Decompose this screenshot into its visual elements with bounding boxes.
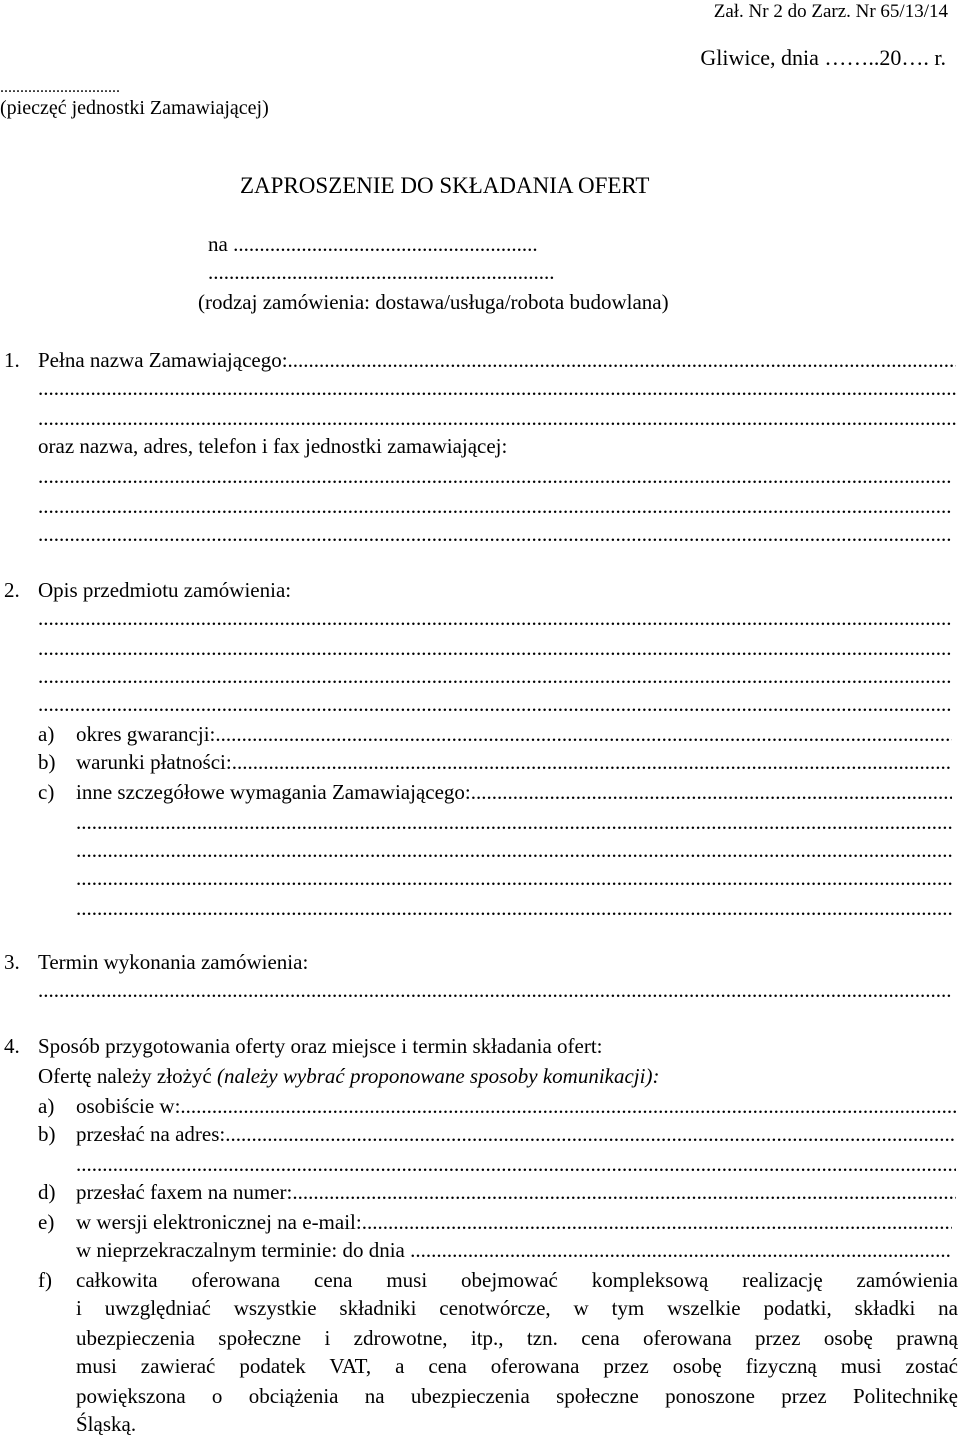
item-letter: e)	[38, 1210, 55, 1234]
section-1-row-2	[38, 432, 952, 460]
section-2-item-b	[38, 748, 952, 776]
offer-intro-row	[38, 1062, 956, 1090]
deadline-label: w nieprzekraczalnym terminie: do dnia	[76, 1238, 405, 1262]
fill-line	[38, 604, 952, 632]
item-letter: b)	[38, 750, 56, 774]
section-2-item-a	[38, 720, 952, 748]
subject-na: na	[208, 232, 228, 256]
section-4-item-d	[38, 1178, 956, 1206]
fill-line	[38, 492, 952, 520]
fill-line	[38, 976, 952, 1004]
item-f-line: musi zawierać podatek VAT, a cena oferowana przez osobę fizyczną musi zostać	[76, 1354, 958, 1378]
fill-line	[38, 662, 952, 690]
fill-line	[76, 864, 952, 892]
fill-line	[38, 462, 952, 490]
fill-line	[76, 894, 952, 922]
order-type-note: (rodzaj zamówienia: dostawa/usługa/robota budowlana)	[198, 290, 669, 314]
section-1-label: Pełna nazwa Zamawiającego:	[38, 348, 288, 372]
fill-line	[76, 808, 952, 836]
stamp-placeholder: ..............................	[0, 79, 120, 96]
fill-line	[38, 634, 952, 662]
item-letter: d)	[38, 1180, 56, 1204]
item-f-line: ubezpieczenia społeczne i zdrowotne, itp., tzn. cena oferowana przez osobę prawną	[76, 1326, 958, 1350]
offer-note: (należy wybrać proponowane sposoby komunikacji):	[216, 1064, 660, 1088]
fill-dots	[288, 346, 956, 374]
subject-line	[208, 230, 538, 258]
fill-line	[76, 1150, 956, 1178]
item-letter: a)	[38, 722, 55, 746]
item-label: osobiście w:	[76, 1094, 181, 1118]
subject-dots-2: ..................................................................	[208, 260, 555, 284]
section-4-item-a	[38, 1092, 956, 1120]
section-1-number: 1.	[4, 348, 20, 372]
section-2-row	[38, 576, 952, 604]
section-4-item-e	[38, 1208, 952, 1236]
fill-line	[38, 404, 956, 432]
section-2-label: Opis przedmiotu zamówienia:	[38, 578, 292, 602]
fill-line	[38, 690, 952, 718]
item-f-line: całkowita oferowana cena musi obejmować kompleksową realizację zamówienia	[76, 1268, 958, 1292]
item-letter: c)	[38, 780, 55, 804]
fill-line	[38, 374, 956, 402]
section-3-row	[38, 948, 952, 976]
subject-dots-1: ..........................................................	[233, 232, 538, 256]
item-label: przesłać faxem na numer:	[76, 1180, 293, 1204]
section-4-item-b	[38, 1120, 956, 1148]
section-1-label-2: oraz nazwa, adres, telefon i fax jednostki zamawiającej:	[38, 434, 508, 458]
item-f-line: i uwzględniać wszystkie składniki cenotwórcze, w tym wszelkie podatki, składki na	[76, 1296, 958, 1320]
date-line: Gliwice, dnia ……..20…. r.	[700, 45, 946, 70]
item-f-letter: f)	[38, 1268, 52, 1292]
item-letter: b)	[38, 1122, 56, 1146]
item-letter: a)	[38, 1094, 55, 1118]
section-4-number: 4.	[4, 1034, 20, 1058]
item-f-line: powiększona o obciążenia na ubezpieczenia społeczne ponoszone przez Politechnikę	[76, 1384, 958, 1408]
section-4-row	[38, 1032, 956, 1060]
offer-intro: Ofertę należy złożyć	[38, 1064, 212, 1088]
attachment-reference: Zał. Nr 2 do Zarz. Nr 65/13/14	[713, 1, 948, 22]
section-3-number: 3.	[4, 950, 20, 974]
section-3-label: Termin wykonania zamówienia:	[38, 950, 309, 974]
item-label: w wersji elektronicznej na e-mail:	[76, 1210, 362, 1234]
item-f-line: Śląską.	[76, 1412, 137, 1436]
item-label: inne szczegółowe wymagania Zamawiającego:	[76, 780, 471, 804]
fill-line	[38, 520, 952, 548]
fill-line	[76, 836, 952, 864]
section-4-label: Sposób przygotowania oferty oraz miejsce i termin składania ofert:	[38, 1034, 603, 1058]
item-label: przesłać na adres:	[76, 1122, 226, 1146]
item-label: okres gwarancji:	[76, 722, 216, 746]
document-title: ZAPROSZENIE DO SKŁADANIA OFERT	[240, 173, 650, 198]
deadline-row	[76, 1236, 952, 1264]
section-1-row	[38, 346, 956, 374]
section-2-item-c	[38, 778, 952, 806]
item-label: warunki płatności:	[76, 750, 232, 774]
section-2-number: 2.	[4, 578, 20, 602]
stamp-label: (pieczęć jednostki Zamawiającej)	[0, 97, 269, 119]
